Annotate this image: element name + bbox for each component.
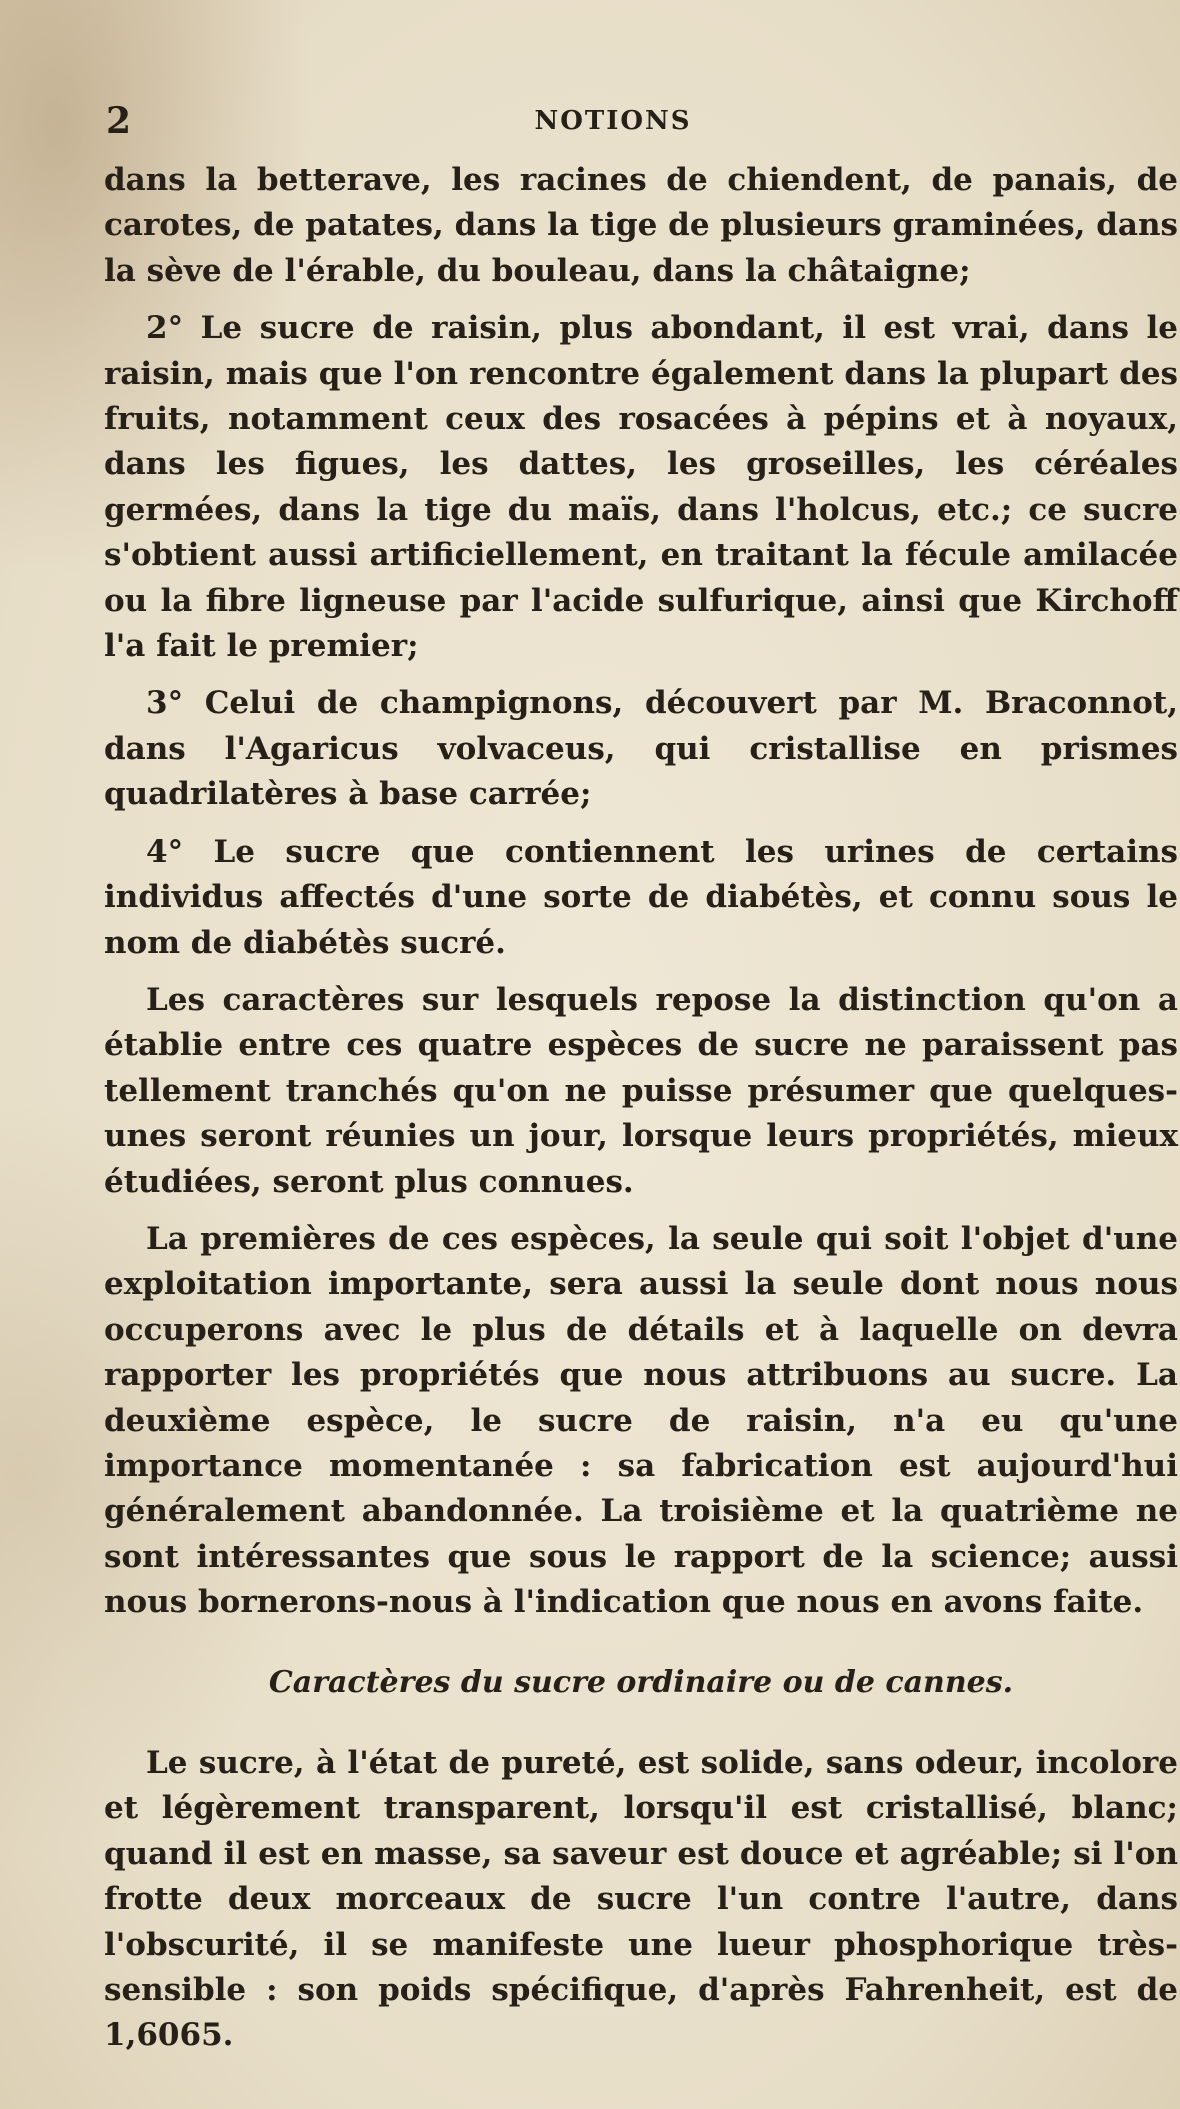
page-header xyxy=(106,100,1120,150)
paragraph-sucre-de-raisin: 2° Le sucre de raisin, plus abondant, il est vrai, dans le raisin, mais que l'on rencontre également dans la plupart des fruits, notamment ceux des rosacées à pépins et à noyaux, dans les figues, les dattes, les groseilles, les céréales germées, dans la tige du maïs, dans l'holcus, etc.; ce sucre s'obtient aussi artificiellement, en traitant la fécule amilacée ou la fibre ligneuse par l'acide sulfurique, ainsi que Kirchoff l'a fait le premier; xyxy=(104,310,1178,665)
body-text xyxy=(104,158,1178,2059)
paragraph-proprietes-sucre: Le sucre, à l'état de pureté, est solide, sans odeur, incolore et légèrement transparent, lorsqu'il est cristallisé, blanc; quand il est en masse, sa saveur est douce et agréable; si l'on frotte deux morceaux de sucre l'un contre l'autre, dans l'obscurité, il se manifeste une lueur phosphorique très-sensible : son poids spécifique, d'après Fahrenheit, est de 1,6065. xyxy=(104,1745,1178,2054)
paragraph-premiere-espece: La premières de ces espèces, la seule qui soit l'objet d'une exploitation importante, sera aussi la seule dont nous nous occuperons avec le plus de détails et à laquelle on devra rapporter les propriétés que nous attribuons au sucre. La deuxième espèce, le sucre de raisin, n'a eu qu'une importance momentanée : sa fabrication est aujourd'hui généralement abandonnée. La troisième et la quatrième ne sont intéressantes que sous le rapport de la science; aussi nous bornerons-nous à l'indication que nous en avons faite. xyxy=(104,1220,1178,1621)
page-number: 2 xyxy=(106,100,132,142)
paragraph-champignons: 3° Celui de champignons, découvert par M. Braconnot, dans l'Agaricus volvaceus, qui cristallise en prismes quadrilatères à base carrée; xyxy=(104,685,1178,813)
paragraph-continuation: dans la betterave, les racines de chiendent, de panais, de carotes, de patates, dans la tige de plusieurs graminées, dans la sève de l'érable, du bouleau, dans la châtaigne; xyxy=(104,162,1178,289)
paragraph-diabetes: 4° Le sucre que contiennent les urines de certains individus affectés d'une sorte de diabétès, et connu sous le nom de diabétès sucré. xyxy=(104,833,1178,961)
section-heading: Caractères du sucre ordinaire ou de cannes. xyxy=(268,1664,1014,1700)
running-title: NOTIONS xyxy=(534,106,692,136)
paragraph-caracteres-distinction: Les caractères sur lesquels repose la distinction qu'on a établie entre ces quatre espèces de sucre ne paraissent pas tellement tranchés qu'on ne puisse présumer que quelques-unes seront réunies un jour, lorsque leurs propriétés, mieux étudiées, seront plus connues. xyxy=(104,981,1178,1200)
